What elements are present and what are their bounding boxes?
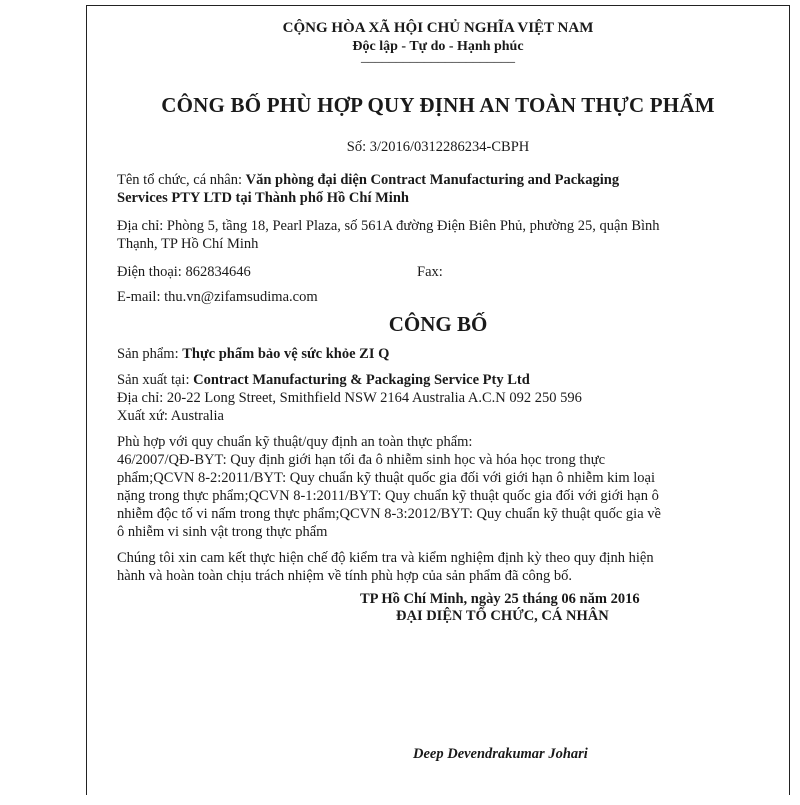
org-phone: Điện thoại: 862834646 bbox=[117, 264, 251, 280]
org-name-line2: Services PTY LTD tại Thành phố Hồ Chí Minh bbox=[117, 190, 409, 206]
motto: Độc lập - Tự do - Hạnh phúc bbox=[352, 39, 524, 54]
document-number: Số: 3/2016/0312286234-CBPH bbox=[346, 139, 530, 155]
compliance-line: nặng trong thực phẩm;QCVN 8-1:2011/BYT: Quy chuẩn kỹ thuật quốc gia đối với giới hạn ô bbox=[117, 488, 659, 504]
compliance-line: ô nhiễm vi sinh vật trong thực phẩm bbox=[117, 524, 328, 540]
manufacturer-label: Sản xuất tại: bbox=[117, 372, 190, 388]
org-address-line2: Thạnh, TP Hồ Chí Minh bbox=[117, 236, 259, 252]
commitment-line2: hành và hoàn toàn chịu trách nhiệm về tính phù hợp của sản phẩm đã công bố. bbox=[117, 568, 573, 584]
org-email: E-mail: thu.vn@zifamsudima.com bbox=[117, 289, 318, 305]
republic-heading: CỘNG HÒA XÃ HỘI CHỦ NGHĨA VIỆT NAM bbox=[282, 20, 594, 36]
document-page bbox=[86, 5, 790, 795]
org-name: Văn phòng đại diện Contract Manufacturing and Packaging bbox=[245, 172, 620, 188]
product-name: Thực phẩm bảo vệ sức khỏe ZI Q bbox=[182, 346, 390, 362]
org-address-line1: Địa chỉ: Phòng 5, tầng 18, Pearl Plaza, số 561A đường Điện Biên Phủ, phường 25, quận Bình bbox=[117, 218, 660, 234]
compliance-line: nhiễm độc tố vi nấm trong thực phẩm;QCVN 8-3:2012/BYT: Quy chuẩn kỹ thuật quốc gia về bbox=[117, 506, 661, 522]
org-name-line1 bbox=[117, 171, 759, 189]
announce-heading: CÔNG BỐ bbox=[388, 312, 488, 336]
compliance-line: phẩm;QCVN 8-2:2011/BYT: Quy chuẩn kỹ thuật quốc gia đối với giới hạn ô nhiễm kim loại bbox=[117, 470, 656, 486]
manufacturer-origin: Xuất xứ: Australia bbox=[117, 408, 224, 424]
product-label: Sản phẩm: bbox=[117, 346, 179, 362]
header-rule: ______________________ bbox=[361, 50, 515, 65]
org-fax: Fax: bbox=[417, 264, 443, 280]
manufacturer-address: Địa chỉ: 20-22 Long Street, Smithfield NSW 2164 Australia A.C.N 092 250 596 bbox=[117, 390, 582, 406]
product-line bbox=[117, 345, 389, 363]
signatory-name: Deep Devendrakumar Johari bbox=[413, 746, 588, 762]
compliance-line: 46/2007/QĐ-BYT: Quy định giới hạn tối đa ô nhiễm sinh học và hóa học trong thực bbox=[117, 452, 606, 468]
manufacturer-name: Contract Manufacturing & Packaging Service Pty Ltd bbox=[193, 372, 530, 388]
compliance-intro: Phù hợp với quy chuẩn kỹ thuật/quy định an toàn thực phẩm: bbox=[117, 434, 473, 450]
manufacturer-line bbox=[117, 371, 530, 389]
org-label: Tên tổ chức, cá nhân: bbox=[117, 172, 243, 188]
place-date: TP Hồ Chí Minh, ngày 25 tháng 06 năm 2016 bbox=[360, 591, 640, 607]
commitment-line1: Chúng tôi xin cam kết thực hiện chế độ kiểm tra và kiểm nghiệm định kỳ theo quy định hiện bbox=[117, 550, 654, 566]
document-title: CÔNG BỐ PHÙ HỢP QUY ĐỊNH AN TOÀN THỰC PHẨM bbox=[161, 93, 715, 117]
representative-title: ĐẠI DIỆN TỔ CHỨC, CÁ NHÂN bbox=[396, 608, 609, 624]
